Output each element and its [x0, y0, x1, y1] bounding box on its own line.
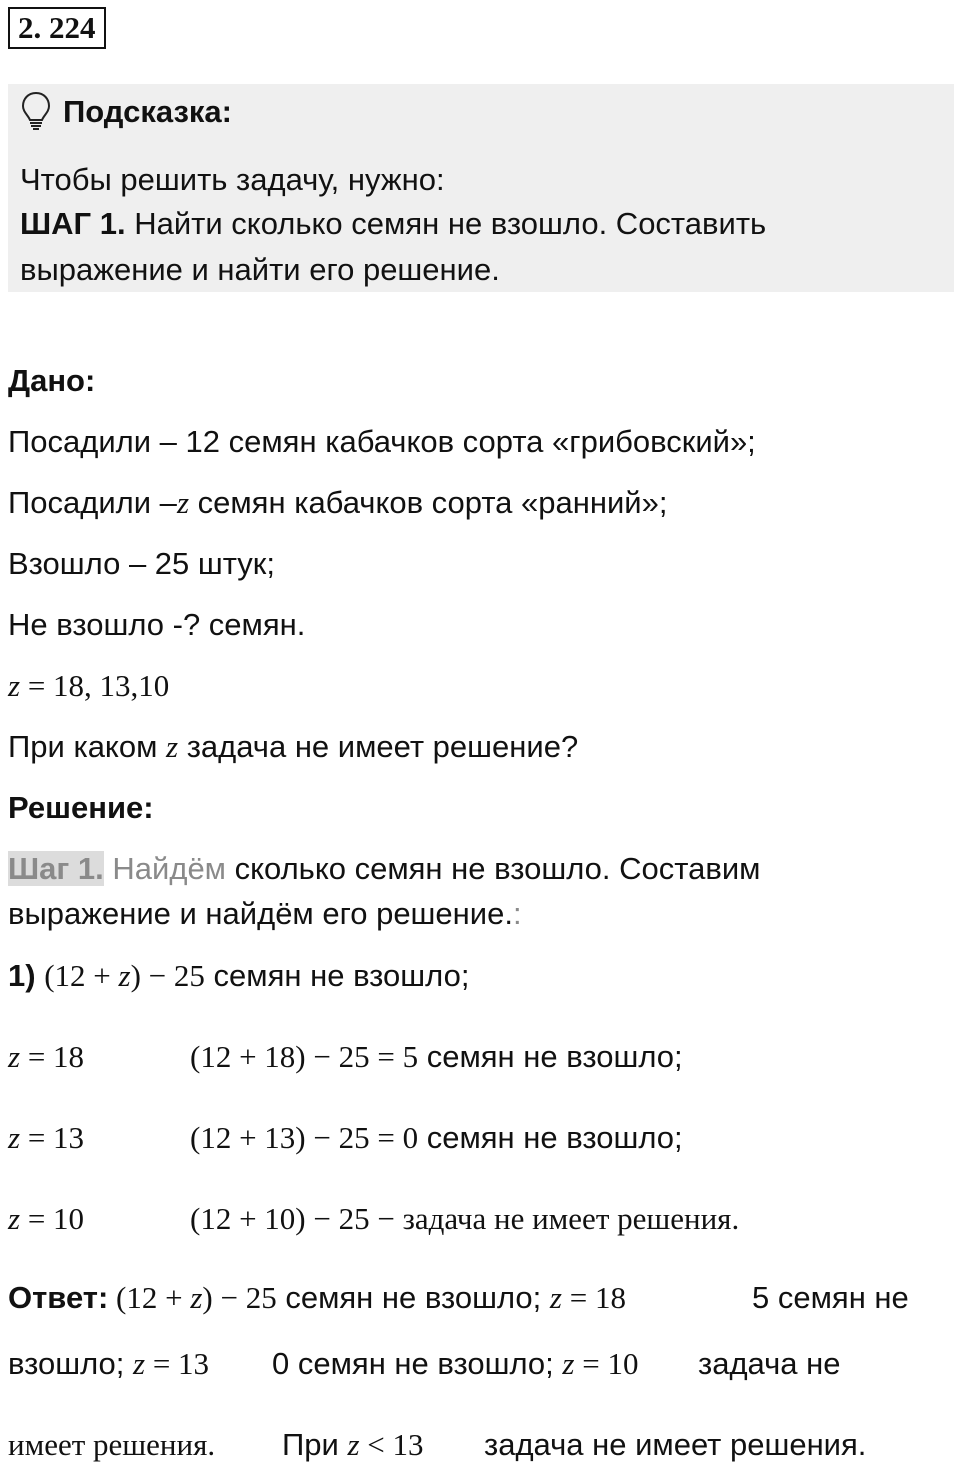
task-number: 2. 224: [8, 7, 106, 49]
lightbulb-icon: [20, 90, 52, 132]
answer-line-1-tail: 5 семян не: [752, 1280, 909, 1315]
given-question: При каком z задача не имеет решение?: [8, 729, 579, 764]
solution-step-line1: Шаг 1. Найдём сколько семян не взошло. Составим: [8, 851, 761, 886]
hint-title: Подсказка:: [63, 94, 232, 129]
row-z-13-calc: (12 + 13) − 25 = 0 семян не взошло;: [190, 1120, 683, 1155]
answer-line-3-tail: задача не имеет решения.: [484, 1427, 867, 1462]
answer-line-2-tail: задача не: [698, 1346, 841, 1381]
answer-line-3: имеет решения.: [8, 1427, 216, 1462]
row-z-10-calc: (12 + 10) − 25 − задача не имеет решения.: [190, 1201, 740, 1236]
row-z-10-label: z = 10: [8, 1201, 85, 1236]
row-z-18-label: z = 18: [8, 1039, 85, 1074]
given-line-1: Посадили – 12 семян кабачков сорта «грибовский»;: [8, 424, 756, 459]
answer-line-2-mid: 0 семян не взошло; z = 10: [272, 1346, 639, 1381]
solution-step-line2: выражение и найдём его решение.:: [8, 896, 522, 931]
row-z-18-calc: (12 + 18) − 25 = 5 семян не взошло;: [190, 1039, 683, 1074]
answer-line-2: взошло; z = 13: [8, 1346, 210, 1381]
given-line-4: Не взошло -? семян.: [8, 607, 306, 642]
row-z-13-label: z = 13: [8, 1120, 85, 1155]
hint-step-line2: выражение и найти его решение.: [20, 252, 500, 287]
hint-intro: Чтобы решить задачу, нужно:: [20, 162, 445, 197]
given-line-2: Посадили –z семян кабачков сорта «ранний»;: [8, 485, 668, 520]
given-line-3: Взошло – 25 штук;: [8, 546, 275, 581]
given-heading: Дано:: [8, 363, 96, 398]
hint-step-line1: ШАГ 1. Найти сколько семян не взошло. Составить: [20, 206, 767, 241]
answer-line-1: Ответ: (12 + z) − 25 семян не взошло; z = 18: [8, 1280, 626, 1315]
solution-expression: 1) (12 + z) − 25 семян не взошло;: [8, 958, 470, 993]
answer-line-3-mid: При z < 13: [282, 1427, 424, 1462]
solution-heading: Решение:: [8, 790, 154, 825]
given-z-values: z = 18, 13,10: [8, 668, 170, 703]
